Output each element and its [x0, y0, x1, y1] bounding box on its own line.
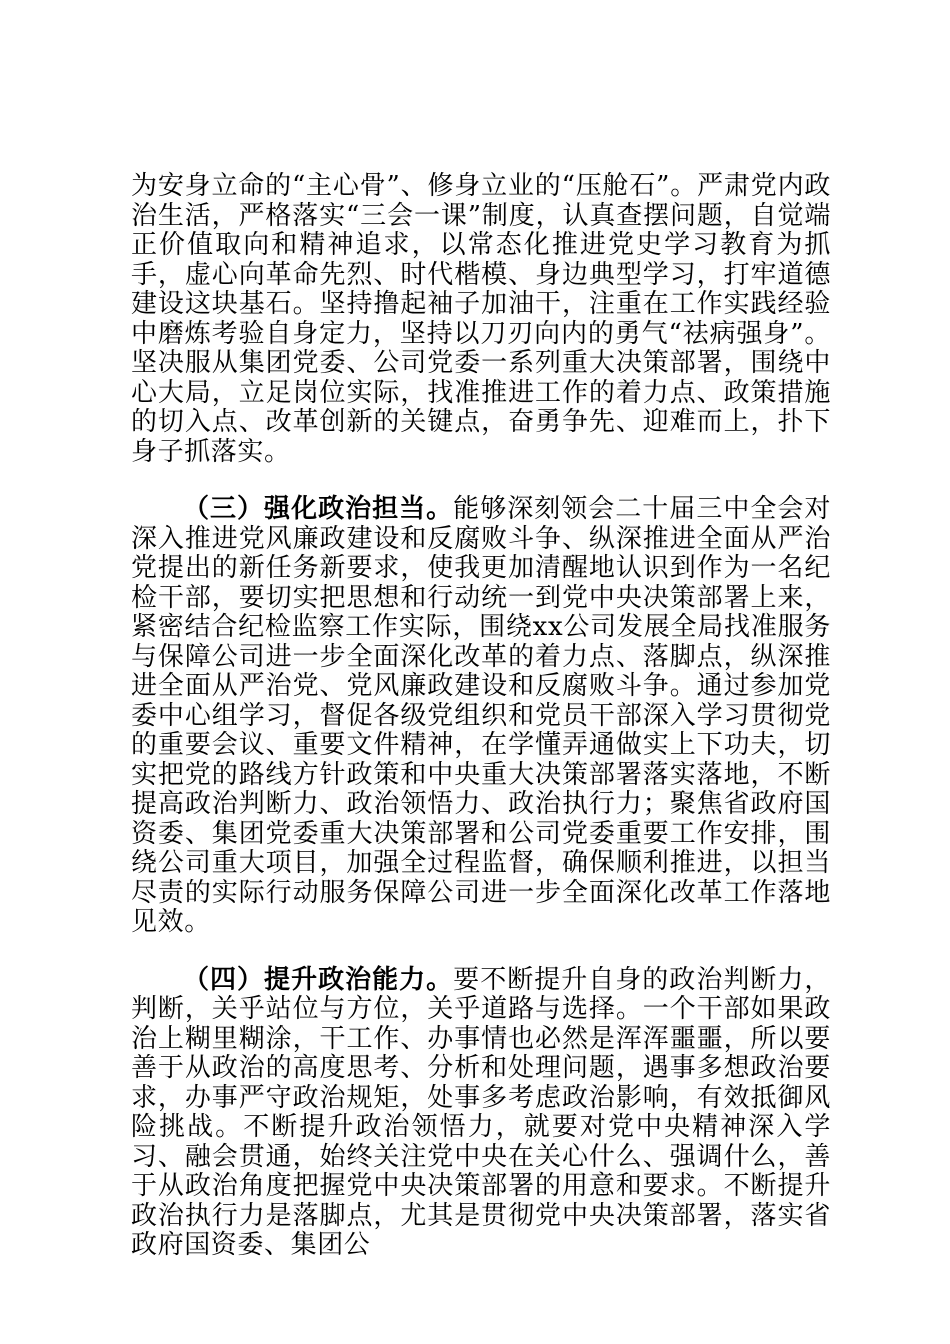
paragraph-continuation	[131, 172, 831, 467]
paragraph-section-3	[131, 495, 831, 938]
document-page	[131, 172, 831, 1261]
section-heading-4: （四）提升政治能力。	[183, 964, 454, 995]
section-heading-3: （三）强化政治担当。	[183, 494, 454, 524]
paragraph-text: 为安身立命的“主心骨”、修身立业的“压舱石”。严肃党内政治生活，严格落实“三会一课”制度，认真查摆问题，自觉端正价值取向和精神追求，以常态化推进党史学习教育为抓手，虚心向革命先烈、时代楷模、身边典型学习，打牢道德建设这块基石。坚持撸起袖子加油干，注重在工作实践经验中磨炼考验自身定力，坚持以刀刃向内的勇气“祛病强身”。坚决服从集团党委、公司党委一系列重大决策部署，围绕中心大局，立足岗位实际，找准推进工作的着力点、政策措施的切入点、改革创新的关键点，奋勇争先、迎难而上，扑下身子抓落实。	[131, 171, 831, 467]
paragraph-text: 能够深刻领会二十届三中全会对深入推进党风廉政建设和反腐败斗争、纵深推进全面从严治党提出的新任务新要求，使我更加清醒地认识到作为一名纪检干部，要切实把思想和行动统一到党中央决策部署上来，紧密结合纪检监察工作实际，围绕xx公司发展全局找准服务与保障公司进一步全面深化改革的着力点、落脚点，纵深推进全面从严治党、党风廉政建设和反腐败斗争。通过参加党委中心组学习，督促各级党组织和党员干部深入学习贯彻党的重要会议、重要文件精神，在学懂弄通做实上下功夫，切实把党的路线方针政策和中央重大决策部署落实落地，不断提高政治判断力、政治领悟力、政治执行力；聚焦省政府国资委、集团党委重大决策部署和公司党委重要工作安排，围绕公司重大项目，加强全过程监督，确保顺利推进，以担当尽责的实际行动服务保障公司进一步全面深化改革工作落地见效。	[131, 494, 831, 937]
paragraph-section-4	[131, 966, 831, 1261]
paragraph-text: 要不断提升自身的政治判断力，判断，关乎站位与方位，关乎道路与选择。一个干部如果政治上糊里糊涂，干工作、办事情也必然是浑浑噩噩，所以要善于从政治的高度思考、分析和处理问题，遇事多想政治要求，办事严守政治规矩，处事多考虑政治影响，有效抵御风险挑战。不断提升政治领悟力，就要对党中央精神深入学习、融会贯通，始终关注党中央在关心什么、强调什么，善于从政治角度把握党中央决策部署的用意和要求。不断提升政治执行力是落脚点，尤其是贯彻党中央决策部署，落实省政府国资委、集团公	[131, 964, 831, 1260]
